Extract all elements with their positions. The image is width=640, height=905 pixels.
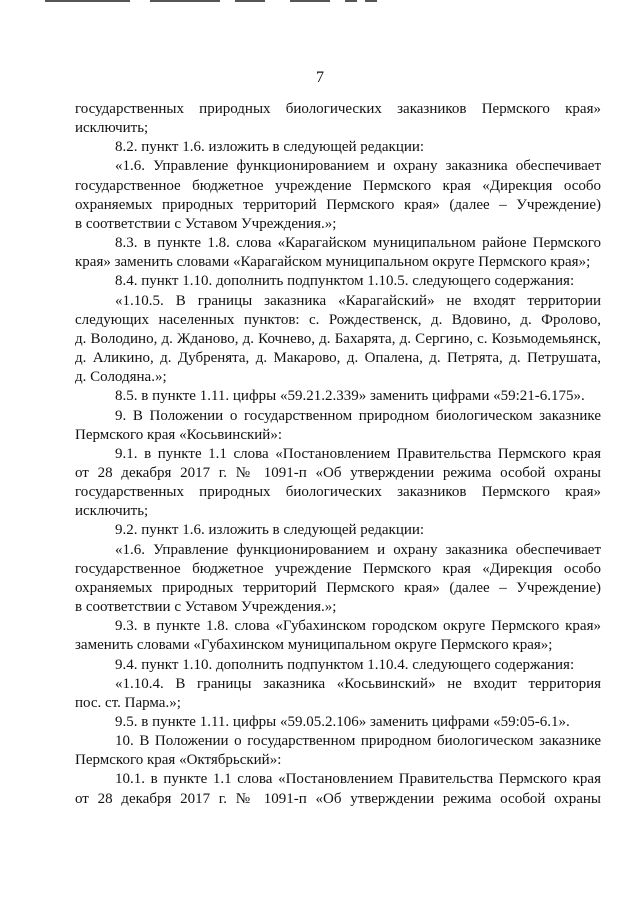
text-line: «1.10.4. В границы заказника «Косьвинский» не входит территория [115,675,601,692]
text-line: в соответствии с Уставом Учреждения.»; [75,215,337,232]
scan-artifact [45,0,380,4]
text-line: «1.6. Управление функционированием и охрану заказника обеспечивает [115,541,601,558]
page-number: 7 [316,69,324,86]
text-line: Пермского края «Октябрьский»: [75,752,282,769]
text-line: государственных природных биологических заказников Пермского края» [75,101,601,117]
text-line: государственное бюджетное учреждение Пермского края «Дирекция особо [75,560,601,577]
text-line: д. Солодяна.»; [75,369,167,386]
text-line: государственных природных биологических заказников Пермского края» [75,484,601,501]
text-line: 9. В Положении о государственном природном биологическом заказнике [115,407,601,424]
text-line: Пермского края «Косьвинский»: [75,426,282,443]
text-line: исключить; [75,503,149,520]
text-line: «1.6. Управление функционированием и охрану заказника обеспечивает [115,158,601,175]
text-line: д. Володино, д. Жданово, д. Кочнево, д. Бахарята, д. Сергино, с. Козьмодемьянск, [75,330,601,347]
text-line: государственное бюджетное учреждение Пермского края «Дирекция особо [75,177,601,194]
text-line: 8.5. в пункте 1.11. цифры «59.21.2.339» заменить цифрами «59:21-6.175». [115,388,585,405]
text-line: «1.10.5. В границы заказника «Карагайский» не входят территории [115,292,601,309]
text-line: 10. В Положении о государственном природном биологическом заказнике [115,733,601,750]
document-body [75,100,601,809]
text-line: от 28 декабря 2017 г. № 1091-п «Об утверждении режима особой охраны [75,790,601,807]
text-line: 9.4. пункт 1.10. дополнить подпунктом 1.10.4. следующего содержания: [115,656,575,673]
text-line: 10.1. в пункте 1.1 слова «Постановлением Правительства Пермского края [115,771,601,788]
text-line: 9.1. в пункте 1.1 слова «Постановлением Правительства Пермского края [115,445,601,462]
text-line: 9.5. в пункте 1.11. цифры «59.05.2.106» заменить цифрами «59:05-6.1». [115,714,570,730]
text-line: 8.2. пункт 1.6. изложить в следующей редакции: [115,139,425,156]
text-line: 9.3. в пункте 1.8. слова «Губахинском городском округе Пермского края» [115,618,601,635]
text-line: пос. ст. Парма.»; [75,694,181,711]
text-line: от 28 декабря 2017 г. № 1091-п «Об утверждении режима особой охраны [75,464,601,481]
text-line: исключить; [75,120,149,137]
text-line: 8.3. в пункте 1.8. слова «Карагайском муниципальном районе Пермского [115,235,601,252]
text-line: д. Аликино, д. Дубренята, д. Макарово, д. Опалена, д. Петрята, д. Петрушата, [75,350,601,367]
text-line: 9.2. пункт 1.6. изложить в следующей редакции: [115,522,425,539]
text-line: охраняемых природных территорий Пермского края» (далее – Учреждение) [75,579,601,596]
text-line: края» заменить словами «Карагайском муниципальном округе Пермского края»; [75,254,591,271]
text-line: в соответствии с Уставом Учреждения.»; [75,599,337,616]
text-line: охраняемых природных территорий Пермского края» (далее – Учреждение) [75,196,601,213]
text-line: заменить словами «Губахинском муниципальном округе Пермского края»; [75,637,553,654]
text-line: 8.4. пункт 1.10. дополнить подпунктом 1.10.5. следующего содержания: [115,273,575,290]
text-line: следующих населенных пунктов: с. Рождественск, д. Вдовино, д. Фролово, [75,311,601,328]
